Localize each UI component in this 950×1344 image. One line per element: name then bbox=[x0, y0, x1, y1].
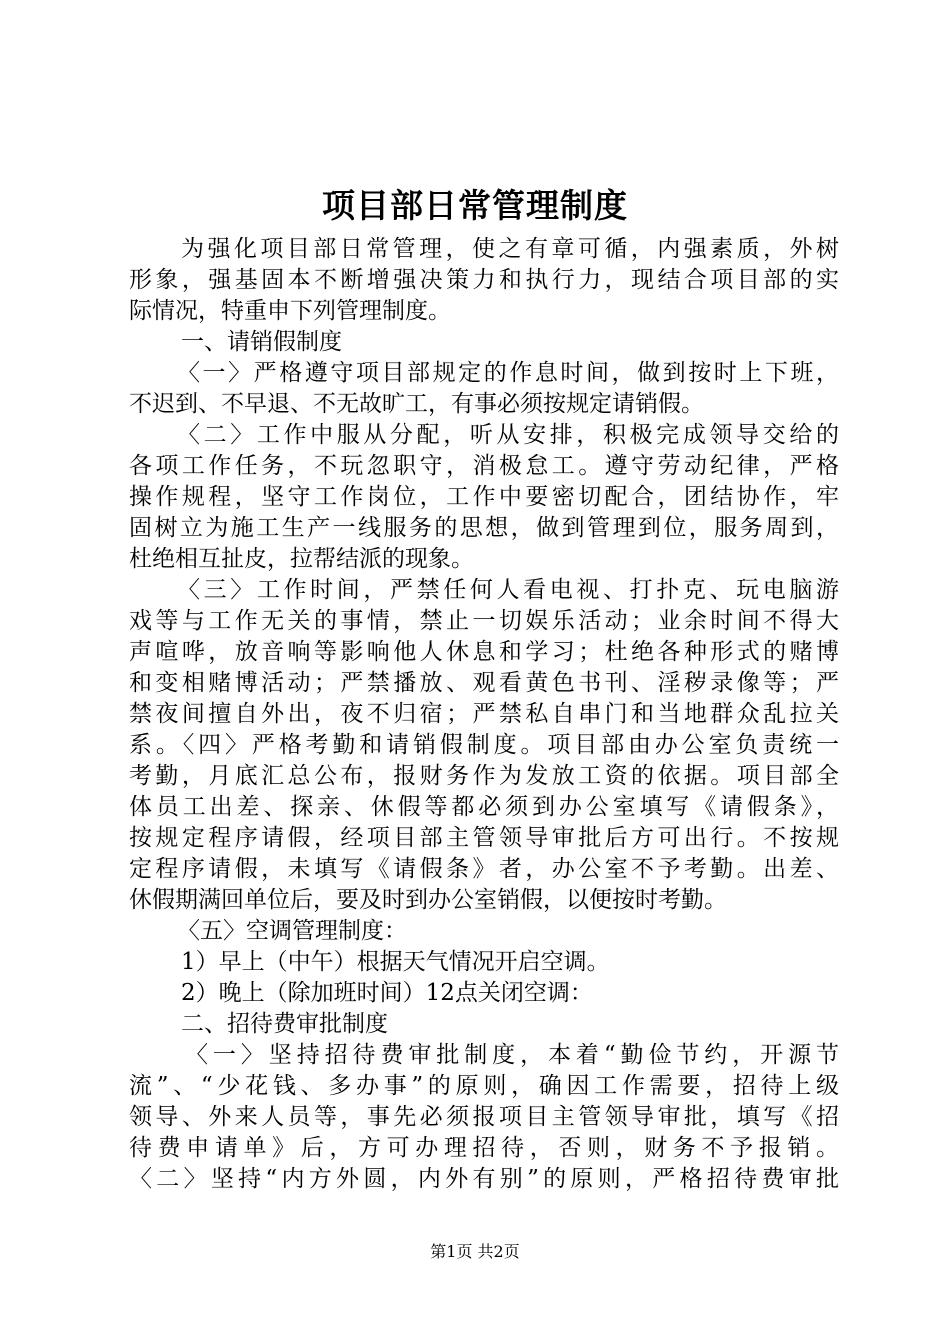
paragraph-line: 杜绝相互扯皮，拉帮结派的现象。 bbox=[129, 546, 474, 572]
paragraph-line: 待费申请单》后，方可办理招待，否则，财务不予报销。 bbox=[129, 1135, 839, 1161]
paragraph-line: 流”、“少花钱、多办事”的原则，确因工作需要，招待上级 bbox=[129, 1073, 839, 1099]
paragraph-line: 〈二〉工作中服从分配，听从安排，积极完成领导交给的 bbox=[177, 422, 839, 448]
paragraph-line: 〈五〉空调管理制度： bbox=[177, 918, 407, 944]
paragraph-line: 领导、外来人员等，事先必须报项目主管领导审批，填写《招 bbox=[129, 1104, 839, 1130]
paragraph-line: 声喧哗，放音响等影响他人休息和学习；杜绝各种形式的赌博 bbox=[129, 639, 839, 665]
paragraph-line: 按规定程序请假，经项目部主管领导审批后方可出行。不按规 bbox=[129, 825, 839, 851]
section-heading: 二、招待费审批制度 bbox=[181, 1011, 388, 1037]
paragraph-line: 考勤，月底汇总公布，报财务作为发放工资的依据。项目部全 bbox=[129, 763, 839, 789]
paragraph-line: 禁夜间擅自外出，夜不归宿；严禁私自串门和当地群众乱拉关 bbox=[129, 701, 839, 727]
paragraph-line: 〈一〉严格遵守项目部规定的作息时间，做到按时上下班， bbox=[177, 360, 839, 386]
paragraph-line: 和变相赌博活动；严禁播放、观看黄色书刊、淫秽录像等；严 bbox=[129, 670, 839, 696]
list-item: 1）早上（中午）根据天气情况开启空调。 bbox=[181, 949, 610, 975]
paragraph-line: 各项工作任务，不玩忽职守，消极怠工。遵守劳动纪律，严格 bbox=[129, 453, 839, 479]
page-number-footer: 第1页 共2页 bbox=[430, 1242, 520, 1261]
paragraph-line: 不迟到、不早退、不无故旷工，有事必须按规定请销假。 bbox=[129, 391, 704, 417]
paragraph-line: 形象，强基固本不断增强决策力和执行力，现结合项目部的实 bbox=[129, 267, 839, 293]
paragraph-line: 体员工出差、探亲、休假等都必须到办公室填写《请假条》， bbox=[129, 794, 839, 820]
paragraph-line: 〈二〉坚持“内方外圆，内外有别”的原则，严格招待费审批 bbox=[129, 1166, 839, 1192]
paragraph-line: 系。〈四〉严格考勤和请销假制度。项目部由办公室负责统一 bbox=[129, 732, 839, 758]
paragraph-line: 〈三〉工作时间，严禁任何人看电视、打扑克、玩电脑游 bbox=[177, 577, 839, 603]
paragraph-line: 定程序请假，未填写《请假条》者，办公室不予考勤。出差、 bbox=[129, 856, 839, 882]
paragraph-line: 际情况，特重申下列管理制度。 bbox=[129, 298, 451, 324]
paragraph-line: 为强化项目部日常管理，使之有章可循，内强素质，外树 bbox=[181, 236, 839, 262]
section-heading: 一、请销假制度 bbox=[181, 329, 342, 355]
list-item: 2）晚上（除加班时间）12点关闭空调： bbox=[181, 980, 593, 1006]
paragraph-line: 〈一〉坚持招待费审批制度，本着“勤俭节约，开源节 bbox=[185, 1042, 839, 1068]
paragraph-line: 戏等与工作无关的事情，禁止一切娱乐活动；业余时间不得大 bbox=[129, 608, 839, 634]
document-body bbox=[129, 234, 839, 1195]
paragraph-line: 固树立为施工生产一线服务的思想，做到管理到位，服务周到， bbox=[129, 515, 839, 541]
paragraph-line: 操作规程，坚守工作岗位，工作中要密切配合，团结协作，牢 bbox=[129, 484, 839, 510]
document-title: 项目部日常管理制度 bbox=[322, 186, 628, 225]
paragraph-line: 休假期满回单位后，要及时到办公室销假，以便按时考勤。 bbox=[129, 887, 727, 913]
